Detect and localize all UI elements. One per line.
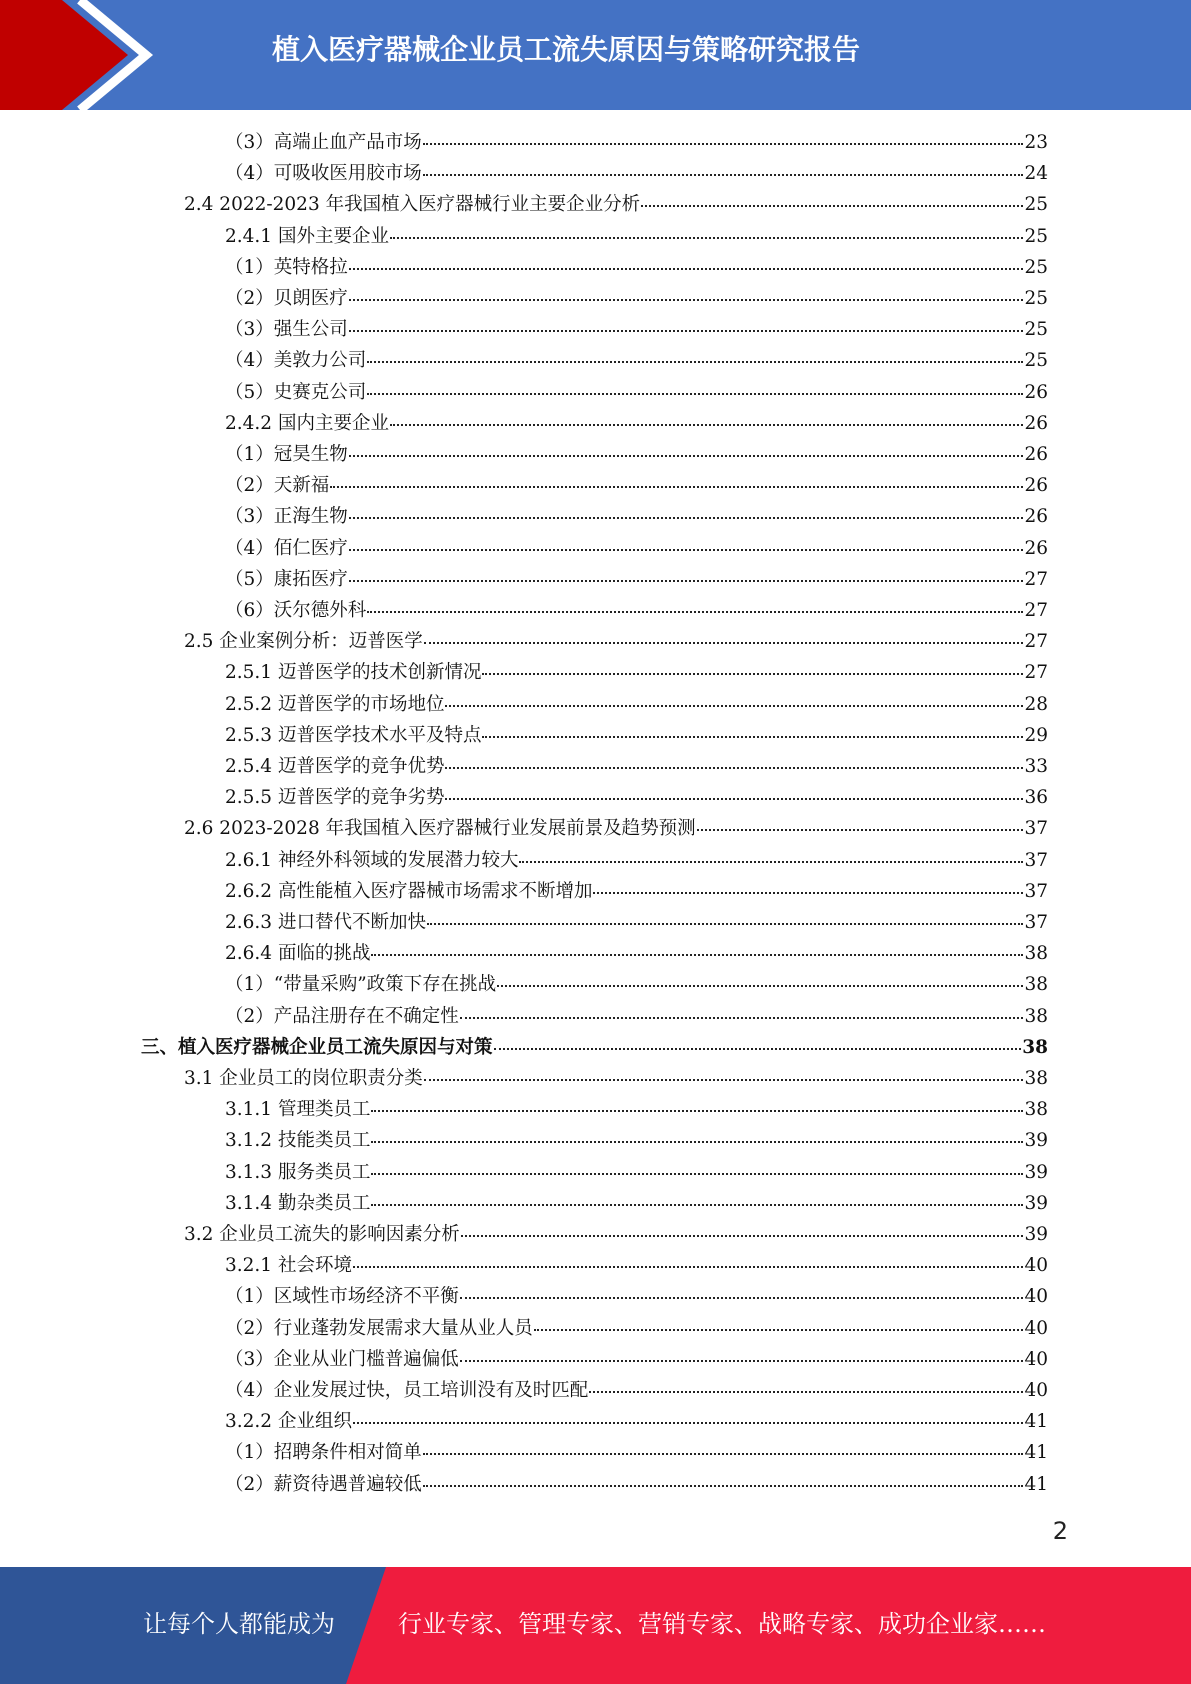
toc-entry-label: 三、植入医疗器械企业员工流失原因与对策 (141, 1036, 493, 1058)
toc-dot-leader (534, 1329, 1024, 1331)
toc-entry-page: 38 (1024, 1005, 1048, 1027)
toc-entry-page: 27 (1024, 662, 1048, 684)
toc-entry[interactable] (225, 720, 1048, 751)
toc-entry[interactable] (225, 1094, 1048, 1125)
toc-dot-leader (349, 299, 1024, 301)
toc-entry-page: 26 (1024, 475, 1048, 497)
toc-entry-label: （3）正海生物 (225, 506, 348, 528)
toc-entry-page: 39 (1024, 1161, 1048, 1183)
toc-entry[interactable] (225, 1344, 1048, 1375)
toc-dot-leader (641, 205, 1023, 207)
toc-entry-label: 2.4 2022-2023 年我国植入医疗器械行业主要企业分析 (184, 194, 641, 216)
toc-entry-page: 40 (1024, 1286, 1048, 1308)
toc-entry-label: （1）区域性市场经济不平衡 (225, 1286, 459, 1308)
toc-entry[interactable] (225, 158, 1048, 189)
toc-dot-leader (482, 736, 1023, 738)
toc-entry[interactable] (184, 1219, 1048, 1250)
toc-entry-page: 25 (1024, 225, 1048, 247)
toc-entry[interactable] (184, 1063, 1048, 1094)
toc-entry-label: 2.6 2023-2028 年我国植入医疗器械行业发展前景及趋势预测 (184, 818, 696, 840)
toc-entry-page: 37 (1024, 880, 1048, 902)
toc-entry-label: （1）冠昊生物 (225, 444, 348, 465)
toc-entry-label: 2.6.2 高性能植入医疗器械市场需求不断增加 (225, 880, 593, 902)
toc-entry[interactable] (225, 689, 1048, 720)
toc-dot-leader (371, 1141, 1023, 1143)
toc-entry-label: 2.4.1 国外主要企业 (225, 225, 389, 247)
toc-dot-leader (519, 861, 1023, 863)
toc-dot-leader (423, 174, 1024, 176)
toc-entry[interactable] (225, 969, 1048, 1000)
toc-dot-leader (482, 673, 1023, 675)
toc-entry-label: （2）薪资待遇普遍较低 (225, 1473, 422, 1495)
toc-entry[interactable] (225, 1281, 1048, 1312)
toc-dot-leader (371, 1204, 1023, 1206)
toc-dot-leader (349, 455, 1024, 457)
toc-entry-page: 40 (1024, 1317, 1048, 1339)
toc-entry-label: （5）康拓医疗 (225, 568, 348, 590)
toc-entry[interactable] (225, 657, 1048, 688)
toc-entry-page: 25 (1024, 194, 1048, 216)
toc-entry[interactable] (225, 345, 1048, 376)
toc-entry-page: 41 (1024, 1442, 1048, 1464)
toc-dot-leader (423, 1485, 1024, 1487)
toc-entry-label: 3.1.2 技能类员工 (225, 1130, 371, 1152)
toc-entry-label: 3.2 企业员工流失的影响因素分析 (184, 1224, 460, 1245)
toc-entry-page: 37 (1024, 818, 1048, 840)
toc-entry[interactable] (225, 408, 1048, 439)
toc-entry[interactable] (225, 907, 1048, 938)
toc-entry-label: （1）招聘条件相对简单 (225, 1442, 422, 1464)
toc-entry-label: 2.6.4 面临的挑战 (225, 943, 371, 965)
toc-entry[interactable] (184, 813, 1048, 844)
toc-entry-page: 39 (1024, 1224, 1048, 1245)
toc-entry-page: 26 (1024, 506, 1048, 528)
toc-entry-label: （4）企业发展过快，员工培训没有及时匹配 (225, 1380, 589, 1401)
toc-entry[interactable] (225, 1406, 1048, 1437)
toc-entry[interactable] (225, 501, 1048, 532)
toc-entry[interactable] (225, 470, 1048, 501)
toc-entry-label: （2）行业蓬勃发展需求大量从业人员 (225, 1317, 533, 1339)
toc-entry-label: （4）佰仁医疗 (225, 537, 348, 559)
toc-entry-page: 38 (1024, 1068, 1048, 1089)
toc-entry-label: （4）可吸收医用胶市场 (225, 163, 422, 185)
toc-entry-label: （6）沃尔德外科 (225, 600, 367, 621)
toc-entry[interactable] (225, 1375, 1048, 1406)
toc-entry-label: （4）美敦力公司 (225, 350, 367, 372)
toc-entry-label: （3）高端止血产品市场 (225, 132, 422, 153)
toc-entry-label: （2）天新福 (225, 475, 330, 497)
toc-entry-label: （3）企业从业门槛普遍偏低 (225, 1348, 459, 1370)
toc-entry-page: 41 (1024, 1411, 1048, 1433)
toc-entry[interactable] (225, 1001, 1048, 1032)
toc-entry-page: 26 (1024, 444, 1048, 465)
toc-entry-page: 26 (1024, 537, 1048, 559)
toc-entry-page: 26 (1024, 412, 1048, 434)
toc-entry-page: 40 (1024, 1255, 1048, 1277)
toc-entry[interactable] (225, 252, 1048, 283)
footer-slogan: 让每个人都能成为 (143, 1610, 335, 1638)
toc-dot-leader (390, 237, 1023, 239)
footer-roles: 行业专家、管理专家、营销专家、战略专家、成功企业家…… (398, 1610, 1046, 1638)
toc-entry[interactable] (225, 377, 1048, 408)
page-footer (0, 1567, 1191, 1684)
toc-dot-leader (460, 1297, 1024, 1299)
toc-entry[interactable] (225, 751, 1048, 782)
toc-entry-page: 40 (1024, 1348, 1048, 1370)
toc-entry-page: 27 (1024, 631, 1048, 653)
toc-dot-leader (349, 517, 1024, 519)
toc-dot-leader (367, 611, 1023, 613)
toc-entry[interactable] (225, 221, 1048, 252)
toc-dot-leader (349, 330, 1024, 332)
toc-entry-page: 38 (1024, 1099, 1048, 1121)
toc-entry[interactable] (225, 1437, 1048, 1468)
toc-dot-leader (460, 1360, 1024, 1362)
report-title: 植入医疗器械企业员工流失原因与策略研究报告 (272, 33, 861, 66)
toc-entry-page: 39 (1024, 1130, 1048, 1152)
toc-dot-leader (461, 1235, 1024, 1237)
toc-dot-leader (330, 486, 1023, 488)
toc-dot-leader (371, 1173, 1023, 1175)
toc-entry[interactable] (225, 1125, 1048, 1156)
toc-entry[interactable] (225, 782, 1048, 813)
toc-dot-leader (494, 1048, 1022, 1050)
toc-entry-page: 38 (1024, 974, 1048, 996)
toc-dot-leader (593, 892, 1023, 894)
toc-entry-label: 2.5.3 迈普医学技术水平及特点 (225, 724, 482, 746)
toc-entry-label: 2.4.2 国内主要企业 (225, 412, 389, 434)
toc-dot-leader (367, 361, 1023, 363)
toc-dot-leader (349, 268, 1024, 270)
toc-entry-label: 2.5.2 迈普医学的市场地位 (225, 693, 445, 715)
toc-dot-leader (423, 1453, 1024, 1455)
toc-dot-leader (371, 954, 1023, 956)
toc-entry-label: 2.6.1 神经外科领域的发展潜力较大 (225, 849, 519, 871)
toc-dot-leader (371, 1110, 1023, 1112)
toc-dot-leader (353, 1422, 1024, 1424)
toc-entry-page: 24 (1024, 163, 1048, 185)
toc-entry-page: 25 (1024, 319, 1048, 341)
toc-entry-page: 37 (1024, 912, 1048, 933)
toc-dot-leader (427, 923, 1023, 925)
toc-entry-label: 3.1 企业员工的岗位职责分类 (184, 1068, 423, 1089)
toc-entry-page: 29 (1024, 724, 1048, 746)
toc-entry[interactable] (225, 845, 1048, 876)
toc-entry[interactable] (225, 1157, 1048, 1188)
toc-entry[interactable] (141, 1032, 1048, 1063)
toc-entry[interactable] (225, 127, 1048, 158)
toc-entry-page: 36 (1024, 787, 1048, 809)
toc-entry-page: 38 (1024, 943, 1048, 965)
toc-entry-label: 2.5 企业案例分析：迈普医学 (184, 631, 423, 653)
toc-dot-leader (697, 829, 1024, 831)
toc-dot-leader (589, 1391, 1023, 1393)
toc-entry[interactable] (225, 595, 1048, 626)
toc-entry-label: 3.2.1 社会环境 (225, 1255, 352, 1277)
toc-entry-label: 2.5.4 迈普医学的竞争优势 (225, 756, 445, 777)
toc-dot-leader (445, 767, 1023, 769)
toc-entry[interactable] (225, 283, 1048, 314)
toc-dot-leader (424, 642, 1024, 644)
toc-entry-label: （3）强生公司 (225, 319, 348, 341)
toc-entry[interactable] (225, 533, 1048, 564)
toc-entry-page: 25 (1024, 288, 1048, 309)
toc-entry-label: 2.5.5 迈普医学的竞争劣势 (225, 787, 445, 809)
toc-entry-label: 3.2.2 企业组织 (225, 1411, 352, 1433)
toc-entry-label: 3.1.3 服务类员工 (225, 1161, 371, 1183)
toc-entry-page: 25 (1024, 256, 1048, 278)
toc-dot-leader (367, 393, 1023, 395)
toc-entry[interactable] (225, 439, 1048, 470)
toc-entry-page: 37 (1024, 849, 1048, 871)
toc-entry[interactable] (225, 1250, 1048, 1281)
toc-dot-leader (349, 580, 1024, 582)
toc-entry-label: 3.1.4 勤杂类员工 (225, 1192, 371, 1214)
toc-entry-page: 33 (1024, 756, 1048, 777)
toc-entry-page: 27 (1024, 600, 1048, 621)
toc-entry[interactable] (184, 626, 1048, 657)
toc-entry-label: （2）贝朗医疗 (225, 288, 348, 309)
toc-entry-page: 27 (1024, 568, 1048, 590)
toc-entry-page: 28 (1024, 693, 1048, 715)
toc-entry[interactable] (225, 938, 1048, 969)
toc-dot-leader (349, 549, 1024, 551)
toc-entry-label: （1）“带量采购”政策下存在挑战 (225, 974, 497, 996)
toc-entry-page: 23 (1024, 132, 1048, 153)
page-number: 2 (1052, 1517, 1068, 1545)
toc-entry[interactable] (225, 1313, 1048, 1344)
toc-entry-page: 39 (1024, 1192, 1048, 1214)
toc-entry-label: （5）史赛克公司 (225, 381, 367, 403)
toc-entry[interactable] (225, 314, 1048, 345)
toc-entry[interactable] (225, 1188, 1048, 1219)
toc-dot-leader (423, 143, 1024, 145)
toc-dot-leader (353, 1266, 1024, 1268)
toc-entry-label: 3.1.1 管理类员工 (225, 1099, 371, 1121)
toc-dot-leader (460, 1017, 1024, 1019)
toc-entry-page: 38 (1022, 1036, 1048, 1058)
toc-entry-page: 41 (1024, 1473, 1048, 1495)
toc-entry[interactable] (225, 564, 1048, 595)
toc-entry[interactable] (184, 189, 1048, 220)
toc-dot-leader (424, 1079, 1024, 1081)
toc-entry-page: 25 (1024, 350, 1048, 372)
toc-entry[interactable] (225, 1469, 1048, 1500)
toc-dot-leader (390, 424, 1023, 426)
toc-dot-leader (445, 798, 1023, 800)
toc-dot-leader (445, 705, 1023, 707)
toc-entry-label: （1）英特格拉 (225, 256, 348, 278)
toc-entry-label: （2）产品注册存在不确定性 (225, 1005, 459, 1027)
toc-entry-page: 26 (1024, 381, 1048, 403)
toc-entry-label: 2.6.3 进口替代不断加快 (225, 912, 426, 933)
toc-dot-leader (497, 985, 1023, 987)
toc-entry[interactable] (225, 876, 1048, 907)
page-header (0, 0, 1191, 110)
toc-entry-page: 40 (1024, 1380, 1048, 1401)
toc-entry-label: 2.5.1 迈普医学的技术创新情况 (225, 662, 482, 684)
